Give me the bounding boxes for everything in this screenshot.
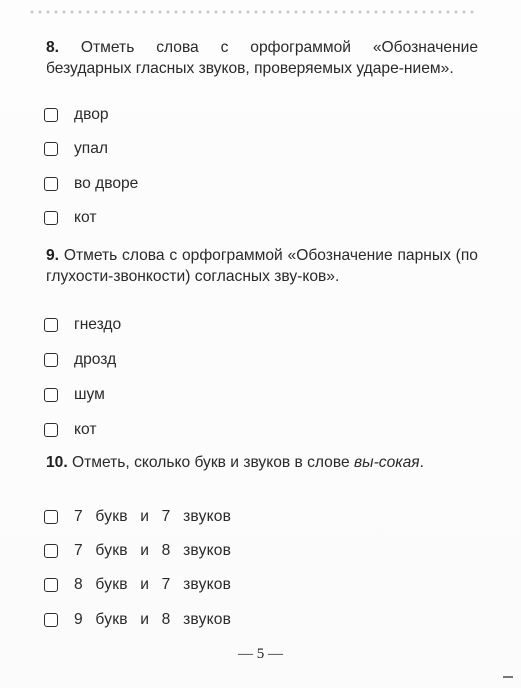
q8-option-2[interactable] [44,139,108,159]
option-label: 8 букв и 7 звуков [74,576,232,593]
question-9 [46,245,478,287]
option-label: 9 букв и 8 звуков [74,611,232,628]
checkbox[interactable] [44,177,58,191]
option-label: дрозд [74,351,117,368]
checkbox[interactable] [44,211,58,225]
option-label: кот [74,209,97,226]
option-label: упал [74,140,109,157]
checkbox[interactable] [44,142,58,156]
q10-option-2[interactable] [44,541,231,561]
option-label: двор [74,106,109,123]
option-label: кот [74,421,97,438]
checkbox[interactable] [44,388,58,402]
q9-option-3[interactable] [44,385,105,405]
checkbox[interactable] [44,423,58,437]
q9-option-4[interactable] [44,420,96,440]
option-label: во дворе [74,175,139,192]
question-10-word: вы-сокая [353,454,420,471]
question-9-number: 9. [46,247,60,264]
checkbox[interactable] [44,108,58,122]
page-number: — 5 — [238,646,283,662]
question-10-end: . [419,454,424,471]
checkbox[interactable] [44,578,58,592]
question-8 [46,37,478,79]
q9-option-1[interactable] [44,315,121,335]
question-8-text: Отметь слова с орфограммой «Обозначение безударных гласных звуков, проверяемых ударе-нием». [46,39,478,77]
corner-mark [503,676,513,678]
top-dotted-border [28,10,478,14]
checkbox[interactable] [44,544,58,558]
q10-option-1[interactable] [44,507,231,527]
checkbox[interactable] [44,510,58,524]
option-label: 7 букв и 8 звуков [74,542,232,559]
question-10-number: 10. [46,454,68,471]
checkbox[interactable] [44,318,58,332]
q10-option-3[interactable] [44,575,231,595]
q10-option-4[interactable] [44,610,231,630]
checkbox[interactable] [44,613,58,627]
question-10-text: Отметь, сколько букв и звуков в слове [67,454,354,471]
question-9-text: Отметь слова с орфограммой «Обозначение парных (по глухости-звонкости) согласных зву-ков». [46,247,478,285]
q8-option-1[interactable] [44,105,109,125]
option-label: 7 букв и 7 звуков [74,508,232,525]
q8-option-4[interactable] [44,208,96,228]
checkbox[interactable] [44,353,58,367]
question-8-number: 8. [46,39,60,56]
option-label: шум [74,386,105,403]
option-label: гнездо [74,316,122,333]
q9-option-2[interactable] [44,350,116,370]
question-10 [46,452,478,473]
q8-option-3[interactable] [44,174,138,194]
